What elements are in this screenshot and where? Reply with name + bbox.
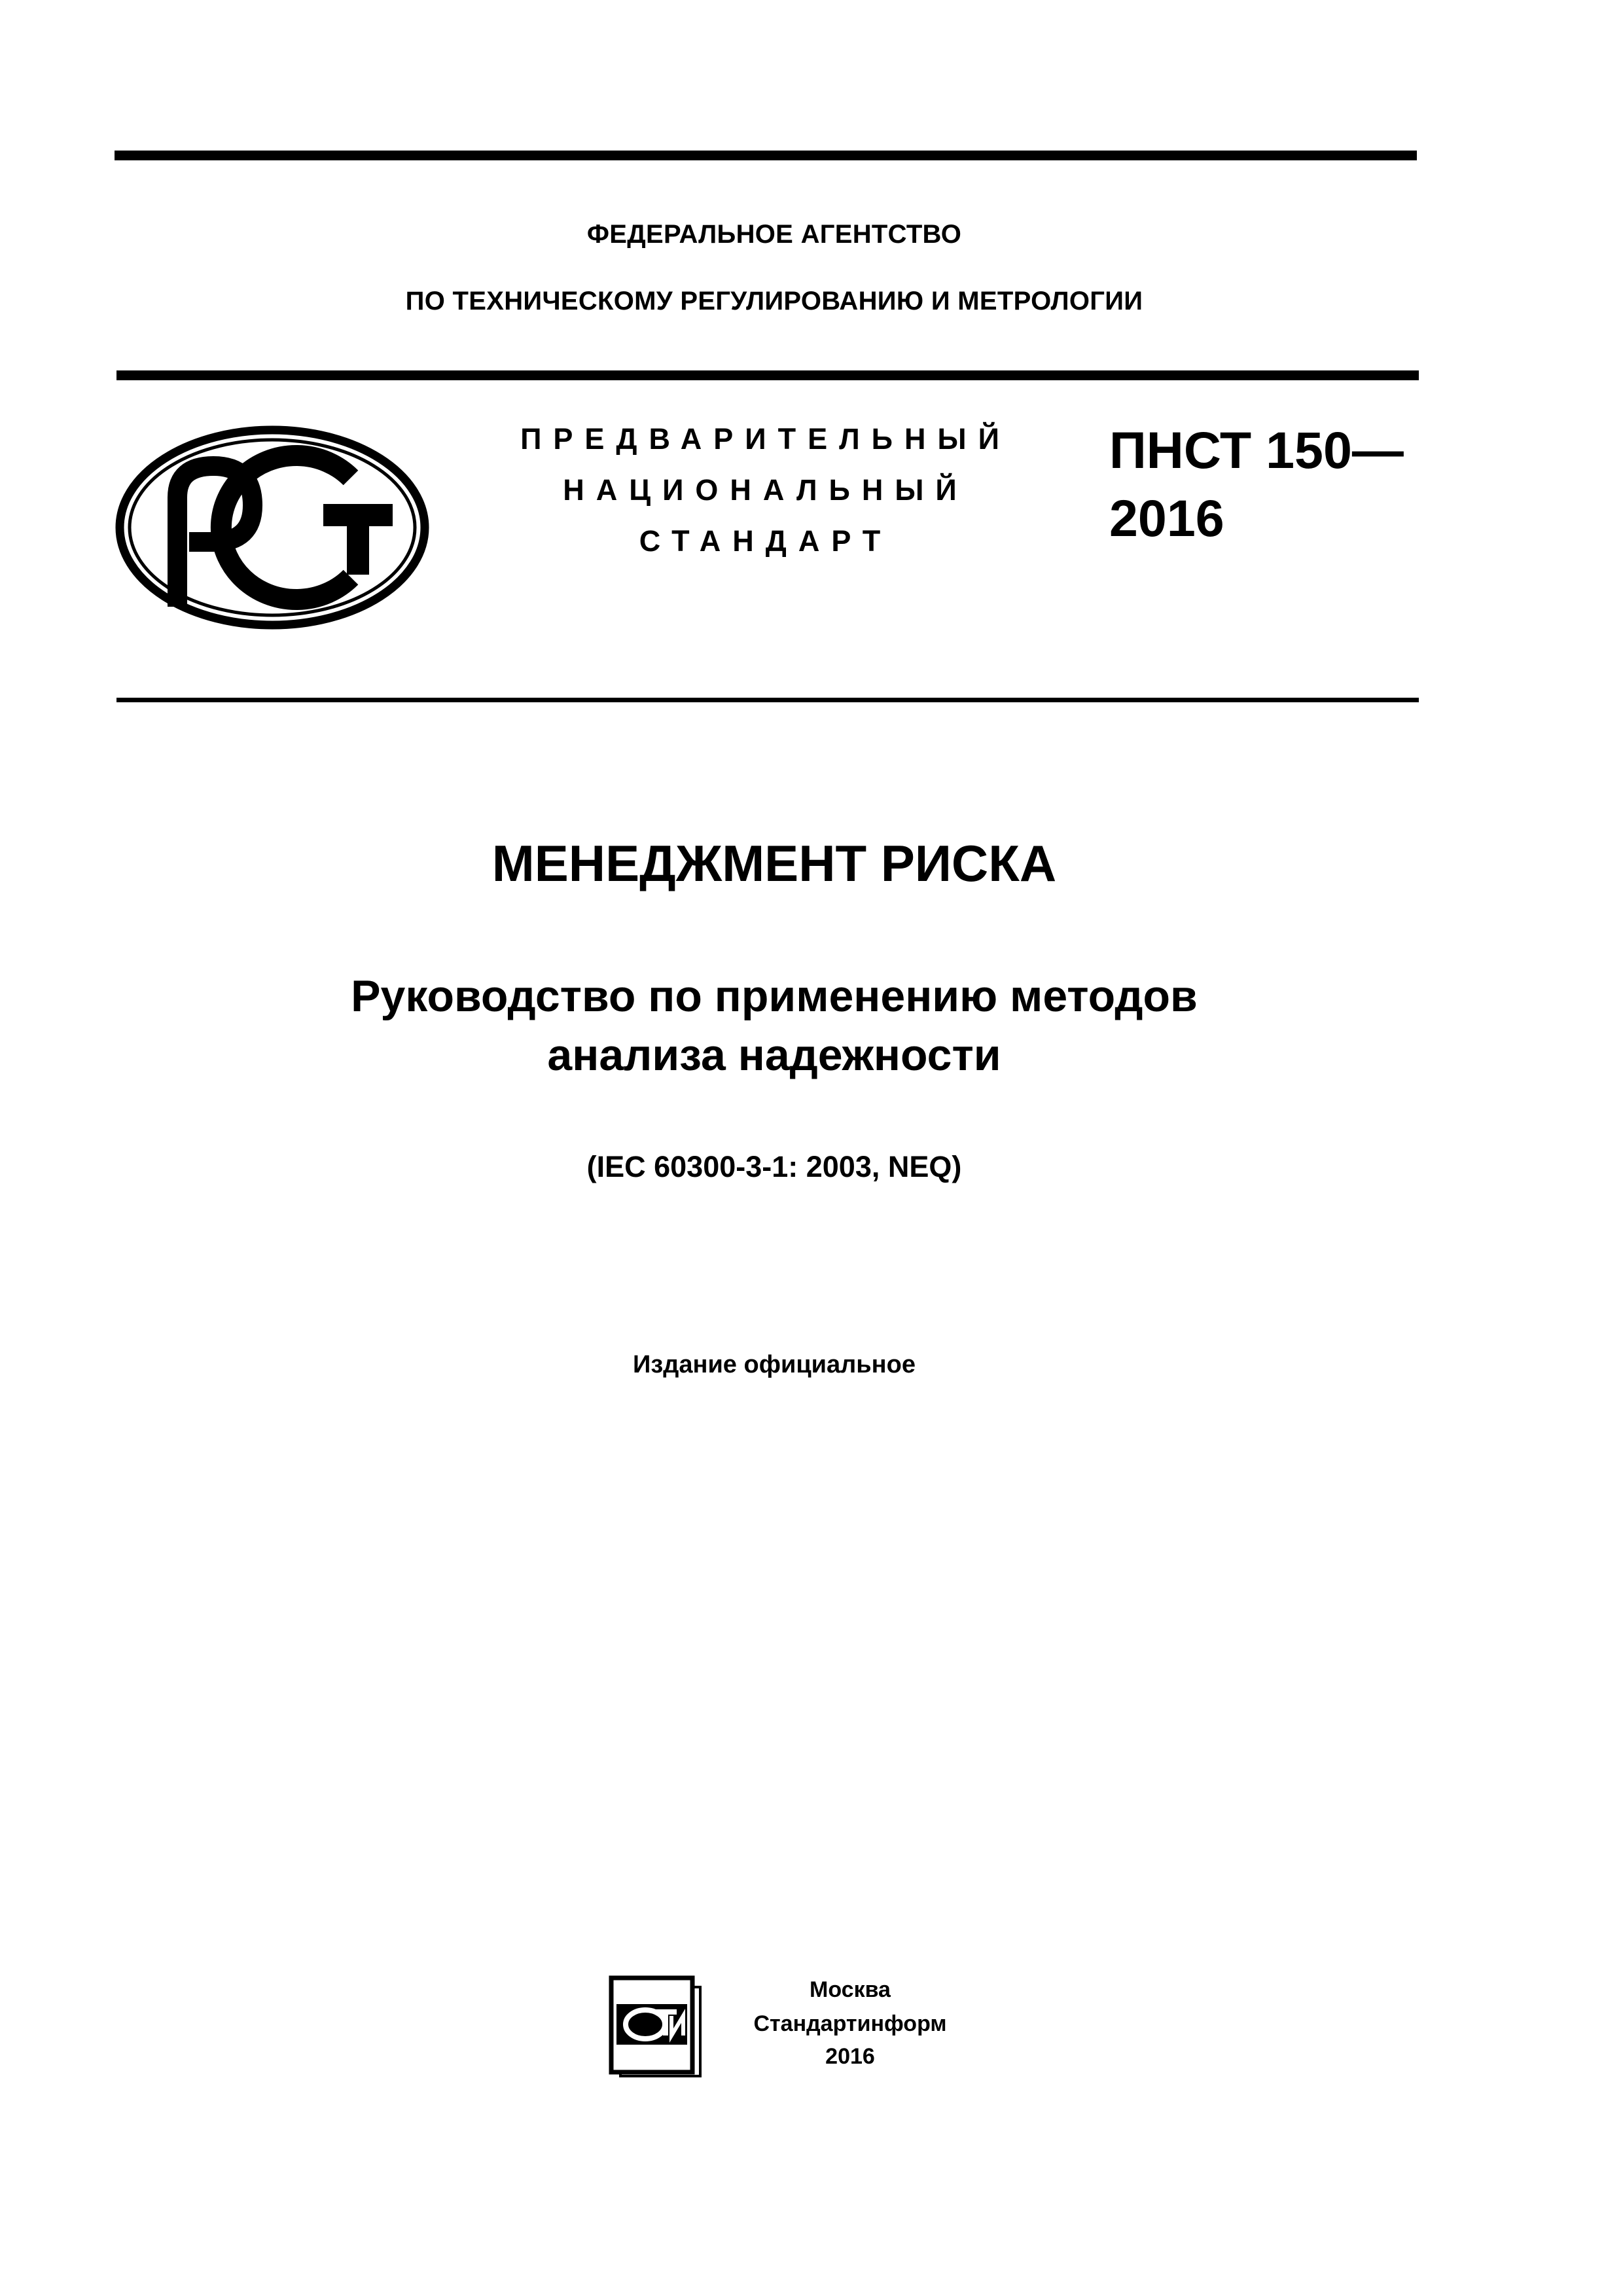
agency-name-line-1: ФЕДЕРАЛЬНОЕ АГЕНТСТВО	[586, 220, 962, 249]
standard-type-line-1: ПРЕДВАРИТЕЛЬНЫЙ	[520, 422, 1011, 456]
publication-year: 2016	[825, 2044, 875, 2069]
middle-rule	[116, 370, 1419, 380]
standard-type-line-3: СТАНДАРТ	[639, 524, 893, 558]
bottom-rule	[116, 698, 1419, 702]
standartinform-logo-icon	[609, 1975, 704, 2079]
document-title: МЕНЕДЖМЕНТ РИСКА	[491, 834, 1057, 892]
publisher-name: Стандартинформ	[753, 2011, 947, 2036]
agency-name-line-2: ПО ТЕХНИЧЕСКОМУ РЕГУЛИРОВАНИЮ И МЕТРОЛОГИИ	[405, 287, 1143, 315]
document-subtitle-line-2: анализа надежности	[547, 1030, 1001, 1080]
iec-reference: (IEC 60300-3-1: 2003, NEQ)	[586, 1150, 962, 1183]
gost-rst-emblem-icon	[115, 425, 429, 630]
standard-type-line-2: НАЦИОНАЛЬНЫЙ	[563, 473, 969, 507]
document-subtitle-line-1: Руководство по применению методов	[351, 971, 1198, 1021]
standard-designation-line-2: 2016	[1109, 489, 1224, 547]
top-rule	[115, 151, 1417, 160]
standard-designation-line-1: ПНСТ 150—	[1109, 421, 1404, 479]
publisher-city: Москва	[810, 1977, 891, 2002]
edition-note: Издание официальное	[633, 1351, 916, 1378]
